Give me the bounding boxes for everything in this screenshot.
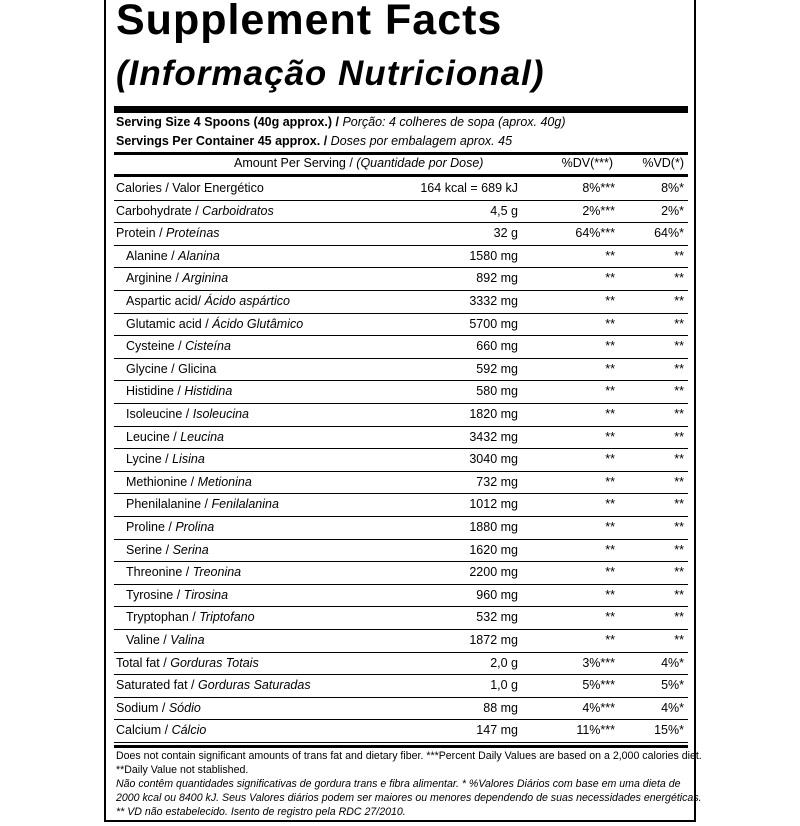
nutrient-name-pt: Arginina [182,271,229,286]
nutrient-dv: ** [605,497,615,512]
nutrient-name-pt: Gorduras Totais [170,655,259,670]
table-row [114,719,688,743]
nutrient-name-pt: Treonina [192,565,242,580]
nutrient-amount: 88 mg [483,700,518,715]
table-row [114,403,688,427]
nutrient-name [116,181,264,195]
table-row [114,561,688,585]
page-title: Supplement Facts [116,0,503,44]
nutrient-amount: 592 mg [476,361,518,376]
nutrient-name [126,317,303,331]
nutrient-name-pt: Histidina [184,384,233,399]
nutrient-vd: ** [674,429,684,444]
nutrient-name-en: Tryptophan / [126,610,196,625]
nutrient-name-en: Sodium / [116,700,166,715]
nutrient-name-pt: Glicina [178,361,217,376]
nutrient-name-en: Valine / [126,633,167,647]
nutrient-name-en: Glycine / [126,361,175,376]
nutrient-vd: ** [674,565,684,580]
nutrient-dv: 2%*** [582,203,615,218]
nutrient-dv: ** [605,271,615,286]
nutrient-name-pt: Gorduras Saturadas [198,678,311,693]
nutrient-vd: 4%* [661,700,684,715]
servings-per-container-pt: Doses por embalagem aprox. 45 [330,134,513,148]
nutrient-name-pt: Tirosina [183,587,229,602]
nutrient-amount: 147 mg [476,723,518,738]
nutrient-name-en: Arginine / [126,271,179,286]
nutrient-amount: 3432 mg [469,429,518,444]
nutrient-dv: ** [605,610,615,625]
nutrient-name-en: Leucine / [126,429,177,444]
nutrient-dv: ** [605,474,615,489]
nutrient-name [126,543,209,557]
nutrient-name [116,678,311,692]
nutrient-amount: 5700 mg [469,316,518,331]
nutrient-vd: ** [674,610,684,625]
nutrient-amount: 1,0 g [490,678,518,693]
nutrient-name-pt: Isoleucina [192,407,250,421]
nutrient-vd: ** [674,361,684,376]
table-row [114,448,688,472]
footnote-line-1: Does not contain significant amounts of trans fat and dietary fiber. ***Percent Daily Values are based on a 2,000 calories diet. [116,750,702,762]
nutrient-name [126,407,249,421]
nutrient-name-en: Calories / [116,181,169,195]
nutrient-name [126,520,214,534]
nutrient-name [126,633,205,647]
table-row [114,516,688,540]
nutrient-dv: 11%*** [576,723,615,738]
nutrient-amount: 660 mg [476,339,518,354]
thick-divider-top [114,106,688,113]
nutrient-name-pt: Sódio [168,700,201,715]
nutrient-vd: 8%* [661,181,684,195]
nutrient-vd: ** [674,316,684,331]
divider-bottom [114,745,688,748]
table-row [114,245,688,269]
nutrient-dv: ** [605,565,615,580]
nutrient-name [116,656,259,670]
nutrient-vd: ** [674,271,684,286]
nutrient-name-en: Histidine / [126,384,181,399]
servings-per-container-en: Servings Per Container 45 approx. / [116,134,328,148]
nutrient-vd: 64%* [654,226,684,241]
footnote-line-4-text: 2000 kcal ou 8400 kJ. Seus Valores diários podem ser maiores ou menores dependendo de suas necessidades energéticas. [116,792,702,804]
serving-size-en: Serving Size 4 Spoons (40g approx.) / [116,115,339,129]
footnote-line-3 [116,778,686,791]
nutrient-vd: ** [674,497,684,512]
table-row [114,267,688,291]
nutrient-name-en: Cysteine / [126,339,182,354]
nutrient-amount: 164 kcal = 689 kJ [420,181,518,195]
nutrient-dv: ** [605,248,615,263]
nutrient-name [116,226,220,240]
table-row [114,539,688,563]
footnote-line-5 [116,806,686,819]
table-row [114,200,688,224]
nutrient-name-pt: Valina [170,633,205,647]
nutrient-name-pt: Cisteína [185,339,231,354]
nutrient-name-pt: Proteínas [166,226,220,241]
serving-size-pt: Porção: 4 colheres de sopa (aprox. 40g) [342,115,566,129]
nutrient-name-en: Carbohydrate / [116,203,199,218]
nutrient-vd: ** [674,633,684,647]
nutrient-vd: ** [674,587,684,602]
nutrient-name-en: Threonine / [126,565,190,580]
nutrient-name [126,565,241,579]
nutrient-vd: 4%* [661,655,684,670]
nutrient-vd: ** [674,339,684,354]
footnote-line-5-text: ** VD não estabelecido. Isento de registro pela RDC 27/2010. [116,806,406,818]
nutrient-dv: ** [605,633,615,647]
table-row [114,584,688,608]
nutrient-name-en: Protein / [116,226,163,241]
nutrient-vd: 5%* [661,678,684,693]
nutrient-dv: ** [605,407,615,421]
divider-header [114,152,688,155]
nutrient-vd: ** [674,542,684,557]
nutrient-dv: ** [605,520,615,534]
nutrient-amount: 580 mg [476,384,518,399]
nutrient-amount: 2,0 g [490,655,518,670]
nutrient-name-en: Phenilalanine / [126,497,209,512]
nutrient-vd: ** [674,294,684,308]
nutrient-amount: 532 mg [476,610,518,625]
vd-column-header: %VD(*) [642,156,684,170]
table-row [114,290,688,314]
nutrient-name [116,723,206,737]
nutrient-name [126,294,290,308]
table-row [114,471,688,495]
nutrient-name-en: Serine / [126,542,170,557]
nutrient-vd: ** [674,407,684,421]
nutrient-name [126,588,228,602]
nutrient-vd: ** [674,452,684,467]
nutrient-vd: ** [674,248,684,263]
nutrient-amount: 1820 mg [469,407,518,421]
nutrient-name-pt: Metionina [197,474,252,489]
amount-header-pt: (Quantidade por Dose) [356,156,484,170]
nutrient-amount: 32 g [493,226,518,241]
nutrient-amount: 1620 mg [469,542,518,557]
nutrient-name-pt: Alanina [178,248,220,263]
table-row [114,222,688,246]
nutrient-amount: 1580 mg [469,248,518,263]
nutrient-dv: ** [605,384,615,399]
nutrient-name-pt: Leucina [180,429,225,444]
nutrient-vd: ** [674,474,684,489]
nutrient-amount: 4,5 g [490,203,518,218]
nutrient-name-pt: Fenilalanina [211,497,279,512]
page-subtitle: (Informação Nutricional) [116,54,545,93]
table-row [114,629,688,653]
nutrient-amount: 3332 mg [469,294,518,308]
nutrient-dv: 3%*** [582,655,615,670]
nutrient-dv: 5%*** [582,678,615,693]
nutrient-name-en: Tyrosine / [126,587,181,602]
table-row [114,313,688,337]
table-row [114,674,688,698]
table-row [114,493,688,517]
footnote-line-2: **Daily Value not stablished. [116,764,249,776]
nutrient-dv: ** [605,339,615,354]
table-row [114,652,688,676]
nutrient-name [126,475,252,489]
dv-column-header: %DV(***) [561,156,613,170]
nutrient-name [116,701,201,715]
nutrient-name-en: Methionine / [126,474,195,489]
nutrient-name-pt: Ácido Glutâmico [212,316,304,331]
serving-size-line [116,115,566,129]
nutrient-name-pt: Prolina [175,520,215,534]
nutrient-name [126,271,228,285]
nutrient-name-en: Proline / [126,520,172,534]
nutrient-name [126,362,216,376]
nutrient-dv: ** [605,361,615,376]
table-row [114,335,688,359]
footnote-line-4 [116,792,702,805]
nutrient-vd: ** [674,384,684,399]
nutrient-name-pt: Ácido aspártico [204,294,290,308]
nutrient-amount: 1012 mg [469,497,518,512]
nutrient-name-pt: Serina [172,542,209,557]
nutrient-name-pt: Lisina [172,452,205,467]
nutrient-amount: 3040 mg [469,452,518,467]
amount-per-serving-header [234,156,483,170]
nutrient-name [126,384,232,398]
nutrient-vd: 15%* [654,723,684,738]
nutrient-name [126,497,279,511]
nutrient-name-en: Total fat / [116,655,167,670]
nutrient-amount: 1872 mg [469,633,518,647]
nutrient-vd: 2%* [661,203,684,218]
nutrient-name-en: Aspartic acid/ [126,294,202,308]
nutrient-dv: 64%*** [575,226,615,241]
nutrient-name-en: Calcium / [116,723,169,738]
nutrient-name-en: Glutamic acid / [126,316,209,331]
nutrient-amount: 1880 mg [469,520,518,534]
table-row [114,358,688,382]
nutrient-name-pt: Valor Energético [172,181,264,195]
table-row [114,426,688,450]
table-row [114,697,688,721]
nutrient-name-en: Lycine / [126,452,169,467]
nutrient-amount: 2200 mg [469,565,518,580]
nutrient-dv: ** [605,452,615,467]
nutrient-name-pt: Cálcio [171,723,207,738]
nutrient-amount: 892 mg [476,271,518,286]
nutrient-dv: 4%*** [582,700,615,715]
servings-per-container-line [116,134,512,148]
nutrient-name-pt: Carboidratos [202,203,274,218]
supplement-facts-panel [104,0,702,822]
nutrient-name [116,204,274,218]
nutrient-dv: 8%*** [582,181,615,195]
nutrient-dv: ** [605,429,615,444]
nutrient-dv: ** [605,316,615,331]
nutrient-name-en: Isoleucine / [126,407,190,421]
nutrient-name [126,249,220,263]
nutrient-dv: ** [605,294,615,308]
nutrient-name-en: Alanine / [126,248,175,263]
table-row [114,606,688,630]
table-row [114,177,688,201]
nutrient-name [126,339,231,353]
nutrient-vd: ** [674,520,684,534]
nutrient-amount: 960 mg [476,587,518,602]
nutrient-amount: 732 mg [476,474,518,489]
nutrient-dv: ** [605,587,615,602]
nutrient-name-pt: Triptofano [199,610,255,625]
nutrient-name [126,430,224,444]
footnote-line-3-text: Não contêm quantidades significativas de gordura trans e fibra alimentar. * %Valores Diários com base em uma dieta de [116,778,681,790]
nutrient-name-en: Saturated fat / [116,678,195,693]
nutrient-name [126,452,205,466]
amount-header-en: Amount Per Serving / [234,156,353,170]
nutrient-name [126,610,255,624]
table-row [114,380,688,404]
nutrient-dv: ** [605,542,615,557]
